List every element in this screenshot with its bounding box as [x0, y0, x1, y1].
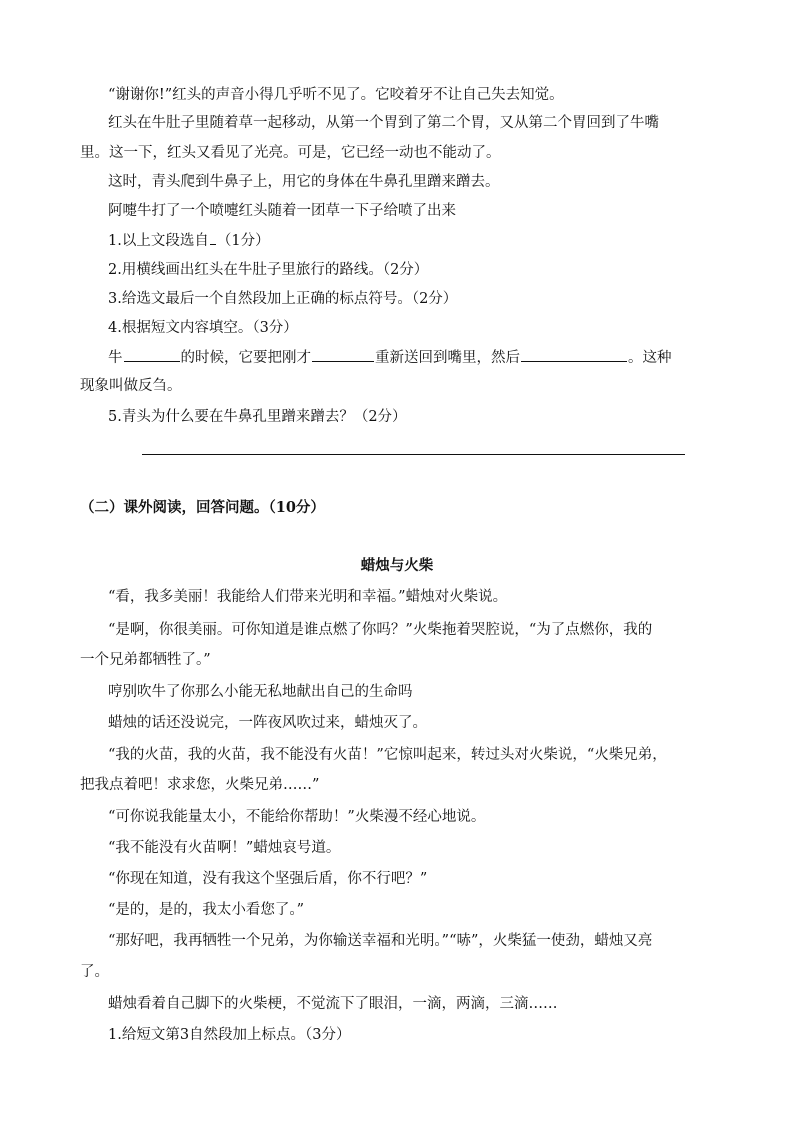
passage1-paragraph-3: 这时，青头爬到牛鼻子上，用它的身体在牛鼻孔里蹭来蹭去。: [108, 174, 500, 190]
fill-blank-2[interactable]: [312, 347, 374, 362]
passage1-paragraph-2-line-2: 里。这一下，红头又看见了光亮。可是，它已经一动也不能动了。: [80, 145, 501, 161]
fill-text-c: 重新送回到嘴里，然后: [375, 350, 520, 366]
passage2-paragraph-2-line-1: “是啊，你很美丽。可你知道是谁点燃了你吗？”火柴拖着哭腔说，“为了点燃你，我的: [108, 622, 653, 638]
question1-1-text: 1.以上文段选自: [108, 233, 209, 249]
passage2-paragraph-3: 哼别吹牛了你那么小能无私地献出自己的生命吗: [108, 684, 413, 700]
fill-text-d: 。这种: [628, 350, 672, 366]
passage2-paragraph-5-line-2: 把我点着吧！求求您，火柴兄弟……”: [80, 777, 320, 793]
question1-2: 2.用横线画出红头在牛肚子里旅行的路线。（2分）: [108, 262, 429, 278]
passage2-paragraph-6: “可你说我能量太小，不能给你帮助！”火柴漫不经心地说。: [108, 809, 486, 825]
question1-5: 5.青头为什么要在牛鼻孔里蹭来蹭去？（2分）: [108, 409, 407, 425]
passage2-paragraph-9: “是的，是的，我太小看您了。”: [108, 902, 305, 918]
passage2-paragraph-2-line-2: 一个兄弟都牺牲了。”: [80, 652, 211, 668]
passage2-paragraph-1: “看，我多美丽！我能给人们带来光明和幸福。”蜡烛对火柴说。: [108, 589, 508, 605]
question1-3: 3.给选文最后一个自然段加上正确的标点符号。（2分）: [108, 291, 458, 307]
question1-1-blank[interactable]: [210, 230, 216, 245]
passage2-paragraph-8: “你现在知道，没有我这个坚强后盾，你不行吧？”: [108, 871, 428, 887]
question1-4: 4.根据短文内容填空。（3分）: [108, 320, 298, 336]
passage2-title: 蜡烛与火柴: [360, 557, 434, 574]
passage2-paragraph-4: 蜡烛的话还没说完，一阵夜风吹过来，蜡烛灭了。: [108, 715, 427, 731]
question1-1: [108, 230, 270, 251]
passage2-paragraph-10-line-1: “那好吧，我再牺牲一个兄弟，为你输送幸福和光明。”“哧”，火柴猛一使劲，蜡烛又亮: [108, 933, 653, 949]
fill-blank-1[interactable]: [124, 347, 180, 362]
question1-4-fill-line: [108, 347, 672, 368]
passage2-paragraph-5-line-1: “我的火苗，我的火苗，我不能没有火苗！”它惊叫起来，转过头对火柴说，“火柴兄弟，: [108, 747, 667, 763]
fill-blank-3[interactable]: [521, 347, 627, 362]
question2-1: 1.给短文第3自然段加上标点。（3分）: [108, 1027, 351, 1043]
passage2-paragraph-11: 蜡烛看着自己脚下的火柴梗，不觉流下了眼泪，一滴，两滴，三滴……: [108, 996, 558, 1012]
answer-line[interactable]: [142, 454, 685, 455]
passage1-paragraph-4: 阿嚏牛打了一个喷嚏红头随着一团草一下子给喷了出来: [108, 203, 456, 219]
passage1-paragraph-1: “谢谢你!”红头的声音小得几乎听不见了。它咬着牙不让自己失去知觉。: [108, 87, 564, 103]
fill-text-a: 牛: [108, 350, 123, 366]
fill-text-b: 的时候，它要把刚才: [180, 350, 311, 366]
passage1-paragraph-2-line-1: 红头在牛肚子里随着草一起移动，从第一个胃到了第二个胃，又从第二个胃回到了牛嘴: [108, 115, 659, 131]
question1-4-fill-line-2: 现象叫做反刍。: [80, 378, 182, 394]
question1-1-points: （1分）: [216, 233, 270, 249]
section2-heading: （二）课外阅读，回答问题。（10分）: [80, 499, 325, 516]
passage2-paragraph-7: “我不能没有火苗啊！”蜡烛哀号道。: [108, 840, 341, 856]
passage2-paragraph-10-line-2: 了。: [80, 964, 109, 980]
